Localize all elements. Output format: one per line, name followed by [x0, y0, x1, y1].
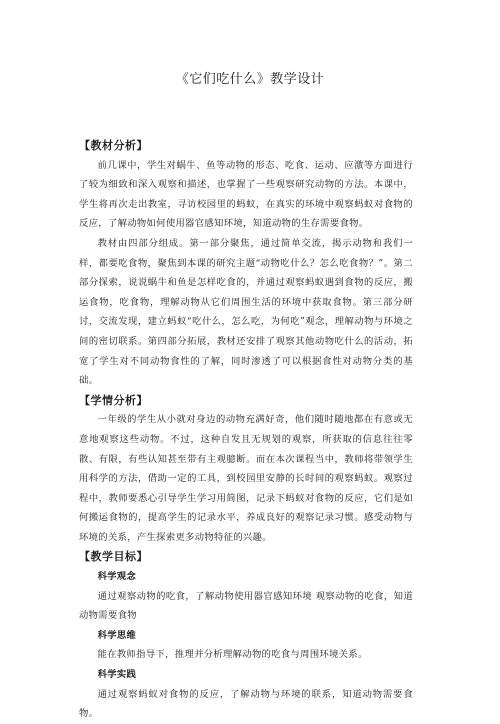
textbook-analysis-paragraph-2: 教材由四部分组成。第一部分聚焦，通过简单交流，揭示动物和我们一样，都要吃食物，聚焦到本课的研究主题“动物吃什么？怎么吃食物？”。第二部分探索，说说蜗牛和鱼是怎样吃食的，并通过观察蚂蚁遇到食物的反应，搬运食物，吃食物，理解动物从它们周围生活的环境中获取食物。第三部分研讨，交流发现，建立蚂蚁“吃什么，怎么吃，为何吃”观念，理解动物与环境之间的密切联系。第四部分拓展，教材还安排了观察其他动物吃什么的活动，拓宽了学生对不同动物食性的了解，同时渗透了可以根据食性对动物分类的基础。	[79, 237, 413, 387]
section-heading-teaching-goals: 【教学目标】	[79, 550, 148, 564]
document-body	[79, 136, 413, 724]
goal-text-science-practice: 通过观察蚂蚁对食物的反应，了解动物与环境的联系，知道动物需要食物。	[79, 688, 413, 720]
section-heading-textbook-analysis: 【教材分析】	[79, 139, 148, 152]
goal-heading-science-thinking: 科学思维	[97, 629, 137, 641]
student-analysis-paragraph-1: 一年级的学生从小就对身边的动物充满好奇，他们随时随地都在有意或无意地观察这些动物。不过，这种自发且无规划的观察，所获取的信息往往零散、有限，有些认知甚至带有主观臆断。而在本次课程当中，教师将带领学生用科学的方法，借助一定的工具，到校园里安静的长时间的观察蚂蚁。观察过程中，教师要悉心引导学生学习用简图，记录下蚂蚁对食物的反应，它们是如何搬运食物的，提高学生的记录水平，养成良好的观察记录习惯。感受动物与环境的关系，产生探索更多动物特征的兴趣。	[79, 414, 413, 543]
goal-heading-science-concept: 科学观念	[97, 571, 137, 583]
goal-heading-science-practice: 科学实践	[97, 669, 137, 681]
section-heading-student-analysis: 【学情分析】	[79, 393, 148, 407]
goal-text-science-thinking: 能在教师指导下，推理并分析理解动物的吃食与周围环境关系。	[97, 649, 368, 661]
document-title: 《它们吃什么》教学设计	[175, 72, 325, 87]
textbook-analysis-paragraph-1: 前几课中，学生对蜗牛、鱼等动物的形态、吃食、运动、应激等方面进行了较为细致和深入观察和描述，也掌握了一些观察研究动物的方法。本课中，学生将再次走出教室，寻访校园里的蚂蚁，在真实的环境中观察蚂蚁对食物的反应，了解动物如何使用器官感知环境，知道动物的生存需要食物。	[79, 159, 413, 230]
goal-text-science-concept: 通过观察动物的吃食，了解动物使用器官感知环境 观察动物的吃食，知道动物需要食物	[79, 590, 413, 622]
